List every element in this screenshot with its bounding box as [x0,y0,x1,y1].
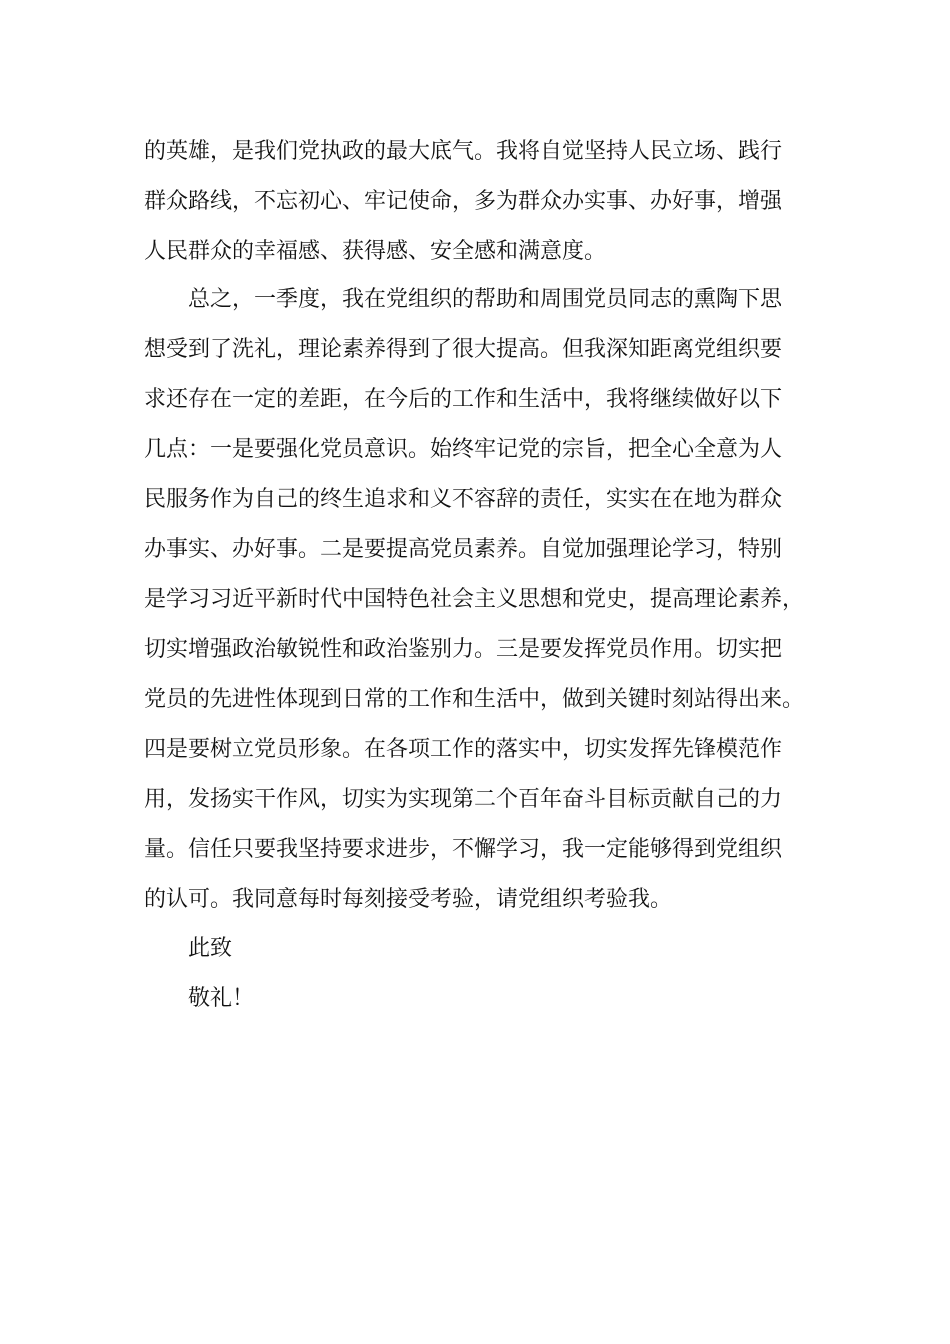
text-line: 量。信任只要我坚持要求进步，不懈学习，我一定能够得到党组织 [144,837,783,862]
text-line: 切实增强政治敏锐性和政治鉴别力。三是要发挥党员作用。切实把 [144,637,783,662]
text-line: 人民群众的幸福感、获得感、安全感和满意度。 [144,239,607,264]
text-line: 四是要树立党员形象。在各项工作的落实中，切实发挥先锋模范作 [144,737,783,762]
paragraph-continuation [144,127,834,277]
text-line: 求还存在一定的差距，在今后的工作和生活中，我将继续做好以下 [144,387,783,412]
text-line: 几点：一是要强化党员意识。始终牢记党的宗旨，把全心全意为人 [144,437,783,462]
text-line: 想受到了洗礼，理论素养得到了很大提高。但我深知距离党组织要 [144,337,783,362]
closing-salutation [144,924,834,1024]
paragraph-summary [144,275,834,925]
closing-line-1: 此致 [188,936,233,961]
text-line: 用，发扬实干作风，切实为实现第二个百年奋斗目标贡献自己的力 [144,787,783,812]
text-line: 群众路线，不忘初心、牢记使命，多为群众办实事、办好事，增强 [144,189,783,214]
text-line: 民服务作为自己的终生追求和义不容辞的责任，实实在在地为群众 [144,487,783,512]
text-line: 是学习习近平新时代中国特色社会主义思想和党史，提高理论素养， [144,587,805,612]
text-line: 党员的先进性体现到日常的工作和生活中，做到关键时刻站得出来。 [144,687,805,712]
text-line: 的认可。我同意每时每刻接受考验，请党组织考验我。 [144,887,673,912]
closing-line-2: 敬礼！ [188,986,255,1011]
text-line: 办事实、办好事。二是要提高党员素养。自觉加强理论学习，特别 [144,537,783,562]
text-line: 总之，一季度，我在党组织的帮助和周围党员同志的熏陶下思 [188,287,783,312]
text-line: 的英雄，是我们党执政的最大底气。我将自觉坚持人民立场、践行 [144,139,783,164]
